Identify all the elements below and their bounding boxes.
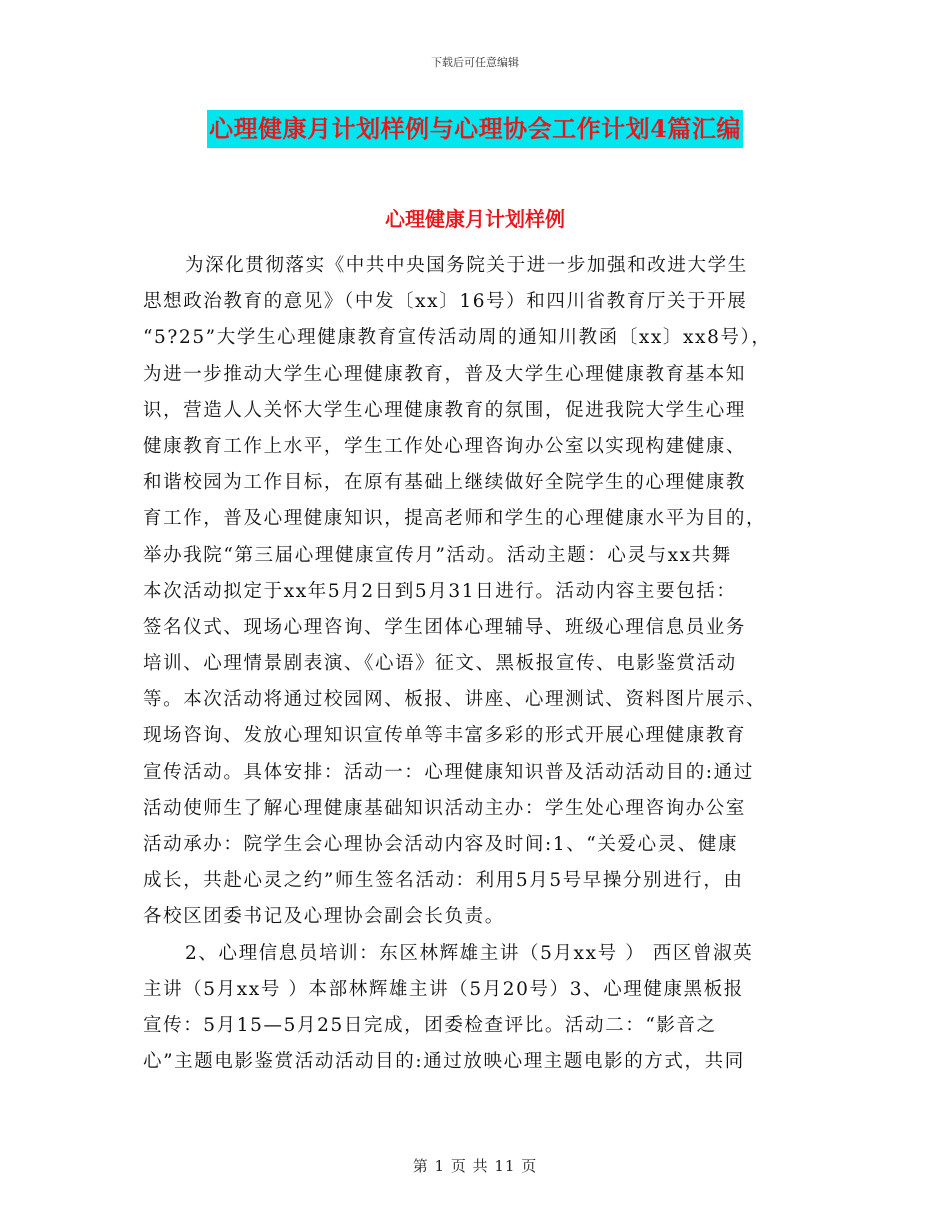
text-line: 举办我院“第三届心理健康宣传月”活动。活动主题：心灵与xx共舞: [143, 544, 732, 566]
text-line: 主讲（5月xx号 ）本部林辉雄主讲（5月20号）3、心理健康黑板报: [143, 978, 744, 1000]
text-line: 为进一步推动大学生心理健康教育，普及大学生心理健康教育基本知: [143, 363, 747, 385]
text-line: 育工作，普及心理健康知识，提高老师和学生的心理健康水平为目的，: [143, 508, 767, 530]
header-note: 下载后可任意编辑: [431, 56, 519, 69]
text-line: 等。本次活动将通过校园网、板报、讲座、心理测试、资料图片展示、: [143, 689, 767, 711]
text-line: 宣传：5月15—5月25日完成，团委检查评比。活动二：“影音之: [143, 1014, 717, 1036]
text-line: 心”主题电影鉴赏活动活动目的:通过放映心理主题电影的方式，共同: [143, 1051, 745, 1073]
text-line: 和谐校园为工作目标，在原有基础上继续做好全院学生的心理健康教: [143, 472, 747, 494]
body-text: [143, 248, 803, 1080]
text-line: 活动承办：院学生会心理协会活动内容及时间:1、“关爱心灵、健康: [143, 834, 739, 855]
text-line: 本次活动拟定于xx年5月2日到5月31日进行。活动内容主要包括：: [143, 580, 737, 602]
text-line: 为深化贯彻落实《中共中央国务院关于进一步加强和改进大学生: [185, 255, 748, 276]
text-line: 培训、心理情景剧表演、《心语》征文、黑板报宣传、电影鉴赏活动: [143, 653, 737, 675]
text-line: 成长，共赴心灵之约”师生签名活动：利用5月5号早操分别进行，由: [143, 870, 744, 892]
text-line: 健康教育工作上水平，学生工作处心理咨询办公室以实现构建健康、: [143, 435, 747, 457]
document-title: 心理健康月计划样例与心理协会工作计划4篇汇编: [207, 110, 743, 148]
text-line: 宣传活动。具体安排：活动一：心理健康知识普及活动活动目的:通过: [143, 761, 754, 783]
text-line: 各校区团委书记及心理协会副会长负责。: [143, 906, 505, 928]
text-line: 活动使师生了解心理健康基础知识活动主办：学生处心理咨询办公室: [143, 797, 747, 819]
page-footer: 第 1 页 共 11 页: [412, 1157, 538, 1175]
text-line: “5?25”大学生心理健康教育宣传活动周的通知川教函〔xx〕xx8号），: [143, 327, 772, 349]
text-line: 识，营造人人关怀大学生心理健康教育的氛围，促进我院大学生心理: [143, 399, 747, 421]
text-line: 思想政治教育的意见》（中发〔xx〕16号）和四川省教育厅关于开展: [143, 291, 748, 313]
section-title: 心理健康月计划样例: [385, 207, 565, 231]
text-line: 现场咨询、发放心理知识宣传单等丰富多彩的形式开展心理健康教育: [143, 725, 747, 747]
text-line: 签名仪式、现场心理咨询、学生团体心理辅导、班级心理信息员业务: [143, 616, 747, 638]
text-line: 2、心理信息员培训：东区林辉雄主讲（5月xx号 ） 西区曾淑英: [185, 942, 754, 964]
document-title-container: [0, 110, 950, 148]
